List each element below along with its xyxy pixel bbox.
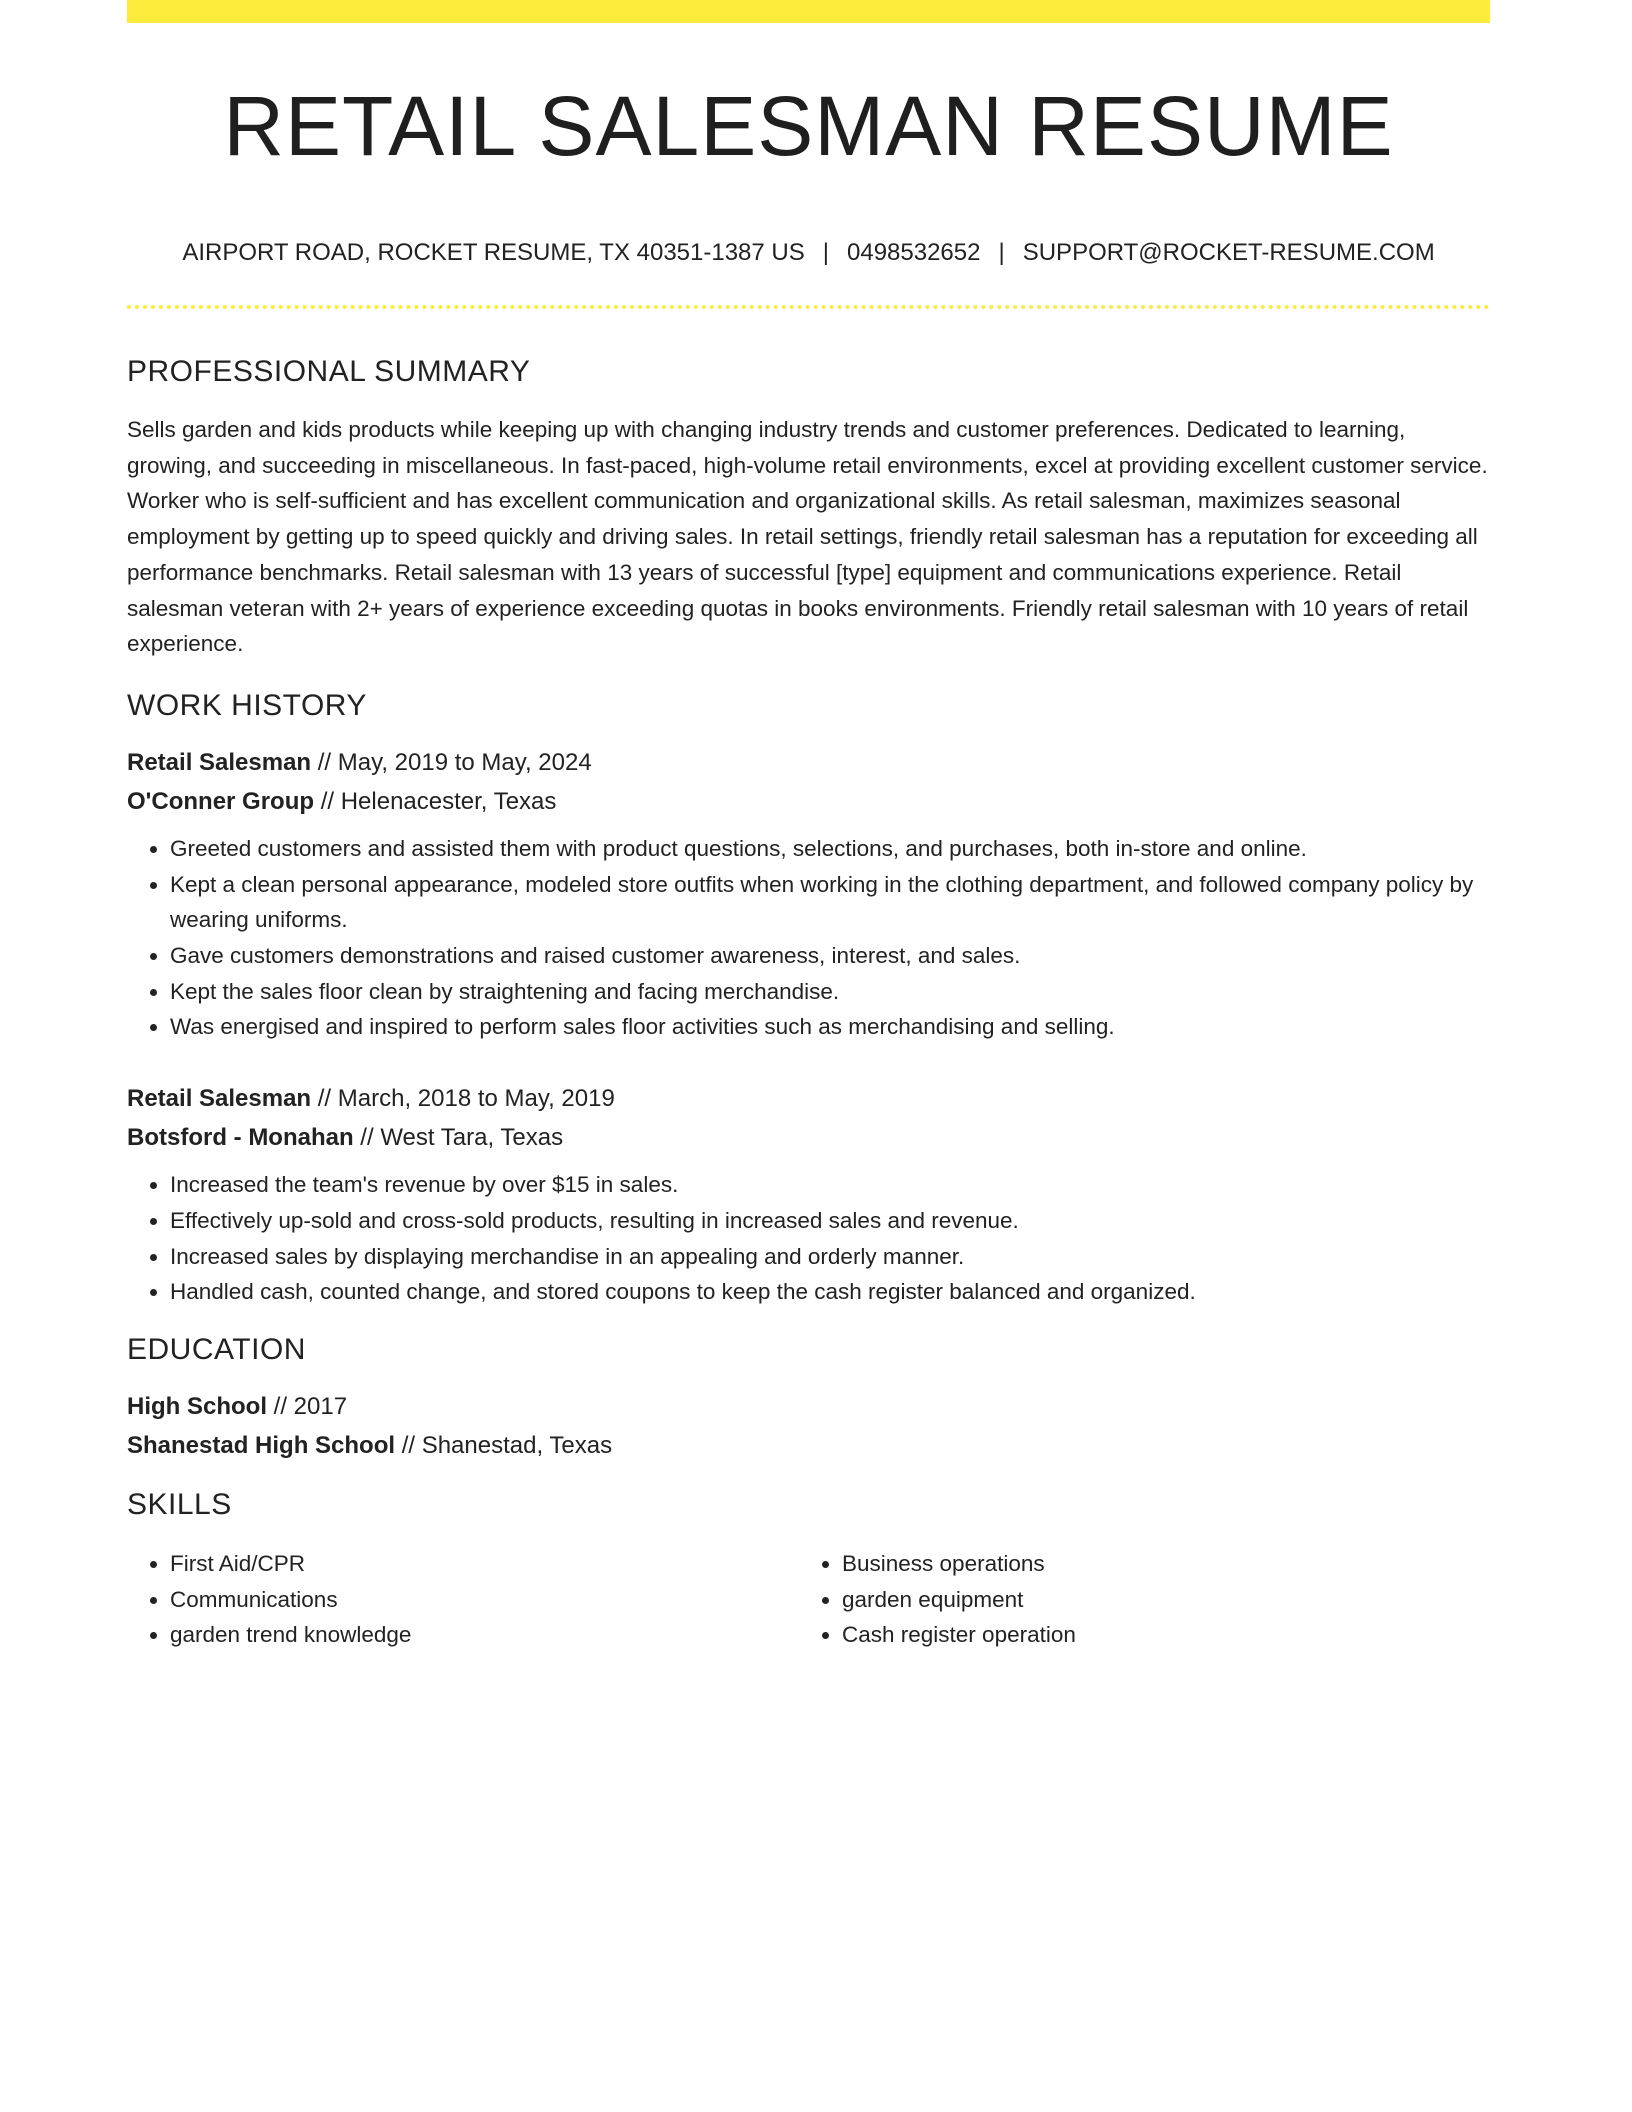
job-role-line [127, 1079, 1490, 1118]
job-bullet: • Handled cash, counted change, and stored coupons to keep the cash register balanced and organized. [170, 1274, 1490, 1310]
skills-column-right [799, 1546, 1471, 1653]
skill-item: • Business operations [842, 1546, 1471, 1582]
section-title-skills: SKILLS [127, 1487, 232, 1521]
job-role-line [127, 743, 1490, 782]
accent-top-bar [127, 0, 1490, 23]
skill-item: • garden equipment [842, 1582, 1471, 1618]
skills-list [127, 1546, 799, 1653]
skills-grid [127, 1546, 1490, 1653]
contact-separator: | [998, 239, 1005, 266]
job-entry [127, 743, 1490, 1045]
job-company-line [127, 782, 1490, 821]
job-location: // West Tara, Texas [353, 1124, 564, 1152]
education-degree-line [127, 1387, 1490, 1426]
job-bullet: • Kept a clean personal appearance, modeled store outfits when working in the clothing department, and followed company policy by wearing uniforms. [170, 867, 1490, 938]
skills-list [799, 1546, 1471, 1653]
job-location: // Helenacester, Texas [314, 787, 557, 815]
skills-column-left [127, 1546, 799, 1653]
contact-line [127, 238, 1490, 268]
job-bullet: • Gave customers demonstrations and raised customer awareness, interest, and sales. [170, 938, 1490, 974]
job-bullet: • Kept the sales floor clean by straightening and facing merchandise. [170, 974, 1490, 1010]
job-role: Retail Salesman [127, 1085, 312, 1113]
job-bullet: • Increased the team's revenue by over $15 in sales. [170, 1167, 1490, 1203]
job-bullet: • Was energised and inspired to perform sales floor activities such as merchandising and selling. [170, 1009, 1490, 1045]
contact-address: AIRPORT ROAD, ROCKET RESUME, TX 40351-1387 US [182, 239, 805, 266]
contact-phone: 0498532652 [847, 239, 981, 266]
skill-item: • Communications [170, 1582, 799, 1618]
contact-email: SUPPORT@ROCKET-RESUME.COM [1022, 239, 1435, 266]
section-title-summary: PROFESSIONAL SUMMARY [127, 355, 531, 388]
job-company: Botsford - Monahan [127, 1124, 354, 1152]
section-title-education: EDUCATION [127, 1332, 306, 1366]
job-bullets [127, 1167, 1490, 1310]
dotted-divider [127, 305, 1490, 309]
job-entry [127, 1079, 1490, 1310]
education-degree: High School [127, 1392, 267, 1420]
job-bullet: • Effectively up-sold and cross-sold products, resulting in increased sales and revenue. [170, 1203, 1490, 1239]
education-entry [127, 1387, 1490, 1465]
section-title-work-history: WORK HISTORY [127, 688, 367, 722]
job-dates: // May, 2019 to May, 2024 [311, 748, 592, 776]
education-school: Shanestad High School [127, 1431, 396, 1459]
summary-text: Sells garden and kids products while keeping up with changing industry trends and customer preferences. Dedicated to learning, growing, and succeeding in miscellaneous. In fast-paced, high-volume retail environments, excel at providing excellent customer service. Worker who is self-sufficient and has excellent communication and organizational skills. As retail salesman, maximizes seasonal employment by getting up to speed quickly and driving sales. In retail settings, friendly retail salesman has a reputation for exceeding all performance benchmarks. Retail salesman with 13 years of successful [type] equipment and communications experience. Retail salesman veteran with 2+ years of experience exceeding quotas in books environments. Friendly retail salesman with 10 years of retail experience. [127, 417, 1488, 657]
resume-title: RETAIL SALESMAN RESUME [223, 79, 1394, 173]
education-location: // Shanestad, Texas [395, 1431, 613, 1459]
education-school-line [127, 1426, 1490, 1465]
contact-separator: | [822, 239, 829, 266]
job-bullet: • Increased sales by displaying merchandise in an appealing and orderly manner. [170, 1239, 1490, 1275]
skill-item: • Cash register operation [842, 1617, 1471, 1653]
job-company-line [127, 1118, 1490, 1157]
job-bullets [127, 831, 1490, 1045]
job-company: O'Conner Group [127, 787, 315, 815]
skill-item: • First Aid/CPR [170, 1546, 799, 1582]
education-year: // 2017 [267, 1392, 348, 1420]
job-dates: // March, 2018 to May, 2019 [311, 1085, 615, 1113]
job-role: Retail Salesman [127, 748, 312, 776]
resume-page [127, 0, 1490, 1653]
skill-item: • garden trend knowledge [170, 1617, 799, 1653]
job-bullet: • Greeted customers and assisted them with product questions, selections, and purchases, both in-store and online. [170, 831, 1490, 867]
